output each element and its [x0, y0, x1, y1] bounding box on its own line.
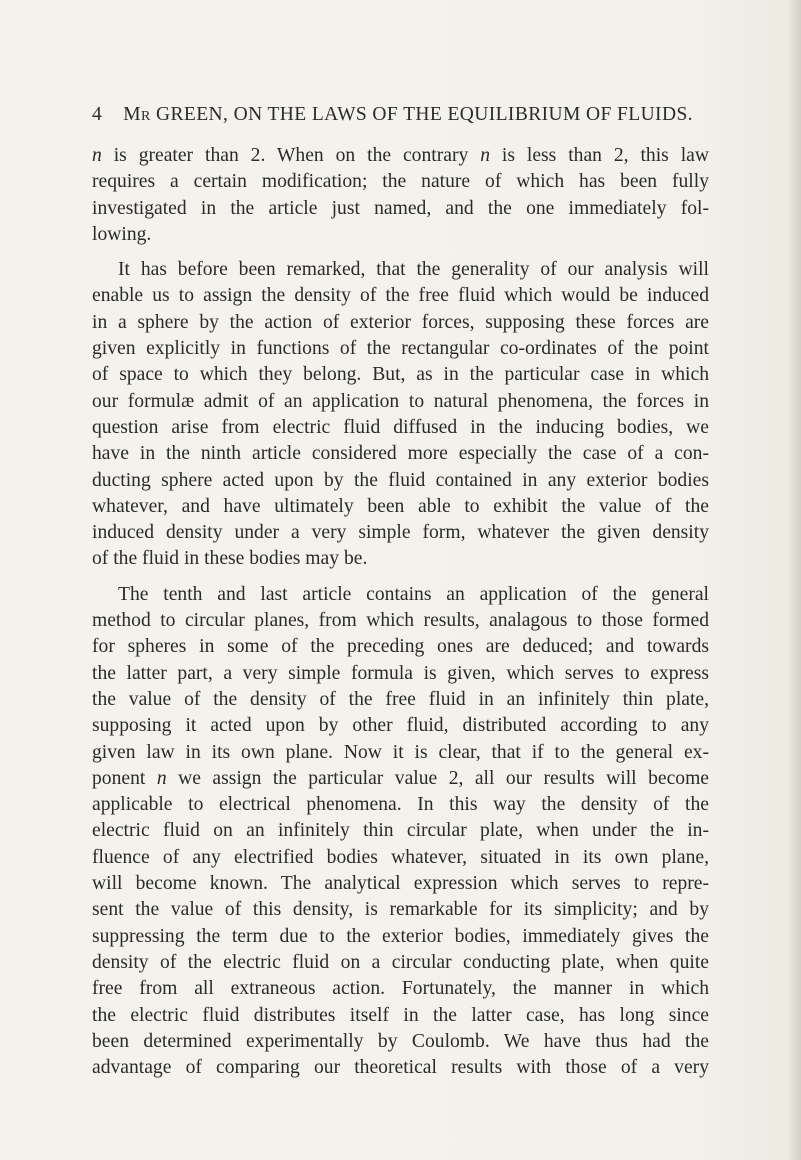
text-line: investigated in the article just named, and the one immediately fol-	[92, 197, 709, 219]
text-line: It has before been remarked, that the generality of our analysis will	[118, 259, 709, 281]
header-title: GREEN, ON THE LAWS OF THE EQUILIBRIUM OF FLUIDS.	[156, 104, 693, 125]
text-line: requires a certain modification; the nature of which has been fully	[92, 171, 709, 193]
page-number: 4	[92, 104, 103, 125]
text-line: sent the value of this density, is remarkable for its simplicity; and by	[92, 899, 709, 921]
text-line: will become known. The analytical expression which serves to repre-	[92, 873, 709, 895]
text-line: given law in its own plane. Now it is clear, that if to the general ex-	[92, 741, 709, 763]
text-line	[92, 143, 709, 169]
math-n: n	[156, 767, 167, 789]
text-line: electric fluid on an infinitely thin circular plate, when under the in-	[92, 820, 709, 842]
text-line: the electric fluid distributes itself in the latter case, has long since	[92, 1004, 709, 1026]
text-line: question arise from electric fluid diffused in the inducing bodies, we	[92, 416, 709, 438]
page-edge-shadow	[787, 0, 801, 1160]
body-text	[92, 143, 709, 1081]
text-line: have in the ninth article considered more especially the case of a con-	[92, 443, 709, 465]
text-line: supposing it acted upon by other fluid, distributed according to any	[92, 715, 709, 737]
text-line: density of the electric fluid on a circular conducting plate, when quite	[92, 951, 709, 973]
text-line: of the fluid in these bodies may be.	[92, 548, 368, 570]
text-line: ducting sphere acted upon by the fluid contained in any exterior bodies	[92, 469, 709, 491]
text-line: for spheres in some of the preceding ones are deduced; and towards	[92, 636, 709, 658]
paragraph-1	[92, 143, 709, 248]
text-line: free from all extraneous action. Fortunately, the manner in which	[92, 978, 709, 1000]
text-line: our formulæ admit of an application to natural phenomena, the forces in	[92, 390, 709, 412]
text-line: induced density under a very simple form, whatever the given density	[92, 522, 709, 544]
text-line: advantage of comparing our theoretical results with those of a very	[92, 1057, 709, 1079]
text-line: of space to which they belong. But, as in the particular case in which	[92, 364, 709, 386]
text-run: we assign the particular value 2, all our results will become	[166, 767, 710, 789]
text-run: ponent	[92, 767, 157, 789]
text-line: enable us to assign the density of the free fluid which would be induced	[92, 285, 709, 307]
text-line: the value of the density of the free fluid in an infinitely thin plate,	[92, 688, 709, 710]
paragraph-2	[92, 257, 709, 573]
text-line: been determined experimentally by Coulomb. We have thus had the	[92, 1030, 709, 1052]
text-line: the latter part, a very simple formula is given, which serves to express	[92, 662, 709, 684]
text-run: is greater than 2. When on the contrary	[101, 145, 481, 166]
text-line: fluence of any electrified bodies whatever, situated in its own plane,	[92, 846, 709, 868]
text-line: suppressing the term due to the exterior bodies, immediately gives the	[92, 925, 709, 947]
text-line	[92, 766, 709, 792]
text-line: lowing.	[92, 223, 152, 245]
text-line: in a sphere by the action of exterior forces, supposing these forces are	[92, 311, 709, 333]
paragraph-3	[92, 582, 709, 1082]
math-n: n	[480, 145, 490, 166]
text-run: is less than 2, this law	[489, 145, 709, 166]
running-head	[92, 104, 693, 126]
text-line: applicable to electrical phenomena. In this way the density of the	[92, 794, 709, 816]
text-line: The tenth and last article contains an application of the general	[118, 583, 709, 605]
math-n: n	[92, 145, 102, 166]
text-line: whatever, and have ultimately been able to exhibit the value of the	[92, 495, 709, 517]
header-prefix: Mr	[123, 104, 151, 125]
text-line: method to circular planes, from which results, analagous to those formed	[92, 610, 709, 632]
text-line: given explicitly in functions of the rectangular co-ordinates of the point	[92, 338, 709, 360]
